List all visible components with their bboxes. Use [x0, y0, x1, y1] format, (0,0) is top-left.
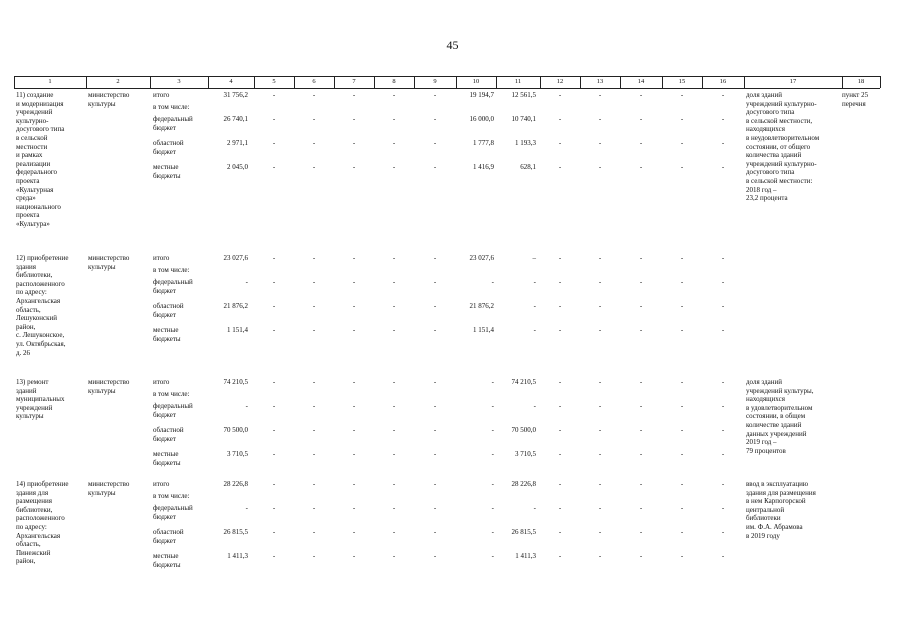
empty-dash: -: [392, 528, 396, 536]
funding-source-label: областной бюджет: [153, 139, 184, 156]
empty-dash: -: [352, 139, 356, 147]
empty-dash: -: [352, 528, 356, 536]
header-cell-8: 8: [392, 78, 396, 85]
empty-dash: -: [392, 278, 396, 286]
empty-dash: -: [312, 426, 316, 434]
empty-dash: -: [272, 278, 276, 286]
empty-dash: -: [639, 278, 643, 286]
funding-source-label: федеральный бюджет: [153, 115, 193, 132]
empty-dash: -: [639, 91, 643, 99]
total-value: 70 500,0: [223, 426, 248, 434]
year-value-col10: 19 194,7: [469, 91, 494, 99]
empty-dash: -: [392, 450, 396, 458]
target-indicator: доля зданий учреждений культурно- досугового типа в сельской местности, находящихся в неудовлетворительном состоянии, от общего количества зданий учреждений культурно- досугового типа в сельской местности: 2018 год – 23,2 процента: [746, 91, 820, 203]
empty-dash: -: [352, 163, 356, 171]
year-value-col10: -: [491, 278, 494, 286]
empty-dash: -: [721, 139, 725, 147]
empty-dash: -: [312, 115, 316, 123]
funding-source-label: федеральный бюджет: [153, 402, 193, 419]
empty-dash: -: [352, 426, 356, 434]
empty-dash: -: [392, 139, 396, 147]
empty-dash: -: [639, 528, 643, 536]
year-value-col10: -: [491, 402, 494, 410]
funding-source-label: областной бюджет: [153, 426, 184, 443]
year-value-col10: -: [491, 378, 494, 386]
empty-dash: -: [598, 163, 602, 171]
empty-dash: -: [639, 302, 643, 310]
empty-dash: -: [352, 302, 356, 310]
empty-dash: -: [558, 480, 562, 488]
year-value-col11: 70 500,0: [511, 426, 536, 434]
empty-dash: -: [272, 91, 276, 99]
empty-dash: -: [680, 528, 684, 536]
empty-dash: -: [433, 426, 437, 434]
empty-dash: -: [352, 326, 356, 334]
empty-dash: -: [272, 139, 276, 147]
year-value-col11: 628,1: [520, 163, 536, 171]
empty-dash: -: [680, 254, 684, 262]
empty-dash: -: [433, 450, 437, 458]
empty-dash: -: [639, 254, 643, 262]
year-value-col11: 74 210,5: [511, 378, 536, 386]
year-value-col11: -: [533, 504, 536, 512]
year-value-col10: -: [491, 504, 494, 512]
empty-dash: -: [721, 402, 725, 410]
empty-dash: -: [312, 480, 316, 488]
funding-source-label: федеральный бюджет: [153, 504, 193, 521]
year-value-col10: 16 000,0: [469, 115, 494, 123]
empty-dash: -: [272, 426, 276, 434]
empty-dash: -: [721, 326, 725, 334]
empty-dash: -: [558, 450, 562, 458]
empty-dash: -: [598, 426, 602, 434]
empty-dash: -: [312, 278, 316, 286]
empty-dash: -: [558, 552, 562, 560]
total-value: 26 740,1: [223, 115, 248, 123]
empty-dash: -: [433, 302, 437, 310]
empty-dash: -: [312, 139, 316, 147]
empty-dash: -: [312, 378, 316, 386]
total-value: 26 815,5: [223, 528, 248, 536]
header-cell-13: 13: [596, 78, 604, 85]
empty-dash: -: [312, 254, 316, 262]
empty-dash: -: [352, 402, 356, 410]
empty-dash: -: [639, 163, 643, 171]
funding-source-label: местные бюджеты: [153, 326, 181, 343]
total-value: -: [245, 278, 248, 286]
funding-source-label: итого: [153, 378, 170, 386]
funding-source-label: областной бюджет: [153, 528, 184, 545]
empty-dash: -: [272, 378, 276, 386]
header-cell-18: 18: [857, 78, 865, 85]
empty-dash: -: [680, 115, 684, 123]
empty-dash: -: [272, 480, 276, 488]
year-value-col11: –: [532, 254, 536, 262]
header-cell-12: 12: [556, 78, 564, 85]
total-value: 21 876,2: [223, 302, 248, 310]
funding-source-label: в том числе:: [153, 266, 190, 274]
empty-dash: -: [598, 480, 602, 488]
year-value-col10: -: [491, 480, 494, 488]
year-value-col10: -: [491, 528, 494, 536]
empty-dash: -: [352, 91, 356, 99]
empty-dash: -: [312, 552, 316, 560]
empty-dash: -: [433, 139, 437, 147]
year-value-col11: -: [533, 326, 536, 334]
total-value: 1 151,4: [227, 326, 248, 334]
page-number: 45: [446, 38, 459, 52]
total-value: 1 411,3: [227, 552, 248, 560]
empty-dash: -: [558, 254, 562, 262]
empty-dash: -: [272, 450, 276, 458]
year-value-col10: 23 027,6: [469, 254, 494, 262]
empty-dash: -: [433, 480, 437, 488]
section-name: 11) создание и модернизация учреждений культурно- досугового типа в сельской местности и рамках реализации федерального проекта «Культурная среда» национального проекта «Культура»: [16, 91, 65, 228]
empty-dash: -: [721, 302, 725, 310]
empty-dash: -: [312, 163, 316, 171]
empty-dash: -: [639, 139, 643, 147]
year-value-col10: -: [491, 426, 494, 434]
empty-dash: -: [433, 378, 437, 386]
year-value-col10: 21 876,2: [469, 302, 494, 310]
empty-dash: -: [598, 91, 602, 99]
empty-dash: -: [392, 302, 396, 310]
empty-dash: -: [392, 254, 396, 262]
empty-dash: -: [433, 278, 437, 286]
empty-dash: -: [721, 254, 725, 262]
funding-source-label: итого: [153, 91, 170, 99]
empty-dash: -: [721, 91, 725, 99]
funding-source-label: в том числе:: [153, 390, 190, 398]
funding-source-label: в том числе:: [153, 103, 190, 111]
empty-dash: -: [272, 115, 276, 123]
empty-dash: -: [352, 504, 356, 512]
empty-dash: -: [639, 480, 643, 488]
empty-dash: -: [639, 450, 643, 458]
empty-dash: -: [721, 115, 725, 123]
empty-dash: -: [312, 402, 316, 410]
empty-dash: -: [598, 254, 602, 262]
empty-dash: -: [312, 91, 316, 99]
empty-dash: -: [433, 91, 437, 99]
header-cell-4: 4: [229, 78, 233, 85]
year-value-col10: -: [491, 552, 494, 560]
empty-dash: -: [312, 528, 316, 536]
empty-dash: -: [680, 504, 684, 512]
empty-dash: -: [433, 504, 437, 512]
header-cell-3: 3: [177, 78, 181, 85]
empty-dash: -: [352, 378, 356, 386]
total-value: 2 045,0: [227, 163, 248, 171]
empty-dash: -: [639, 426, 643, 434]
empty-dash: -: [721, 528, 725, 536]
empty-dash: -: [558, 426, 562, 434]
empty-dash: -: [680, 278, 684, 286]
empty-dash: -: [272, 326, 276, 334]
empty-dash: -: [392, 402, 396, 410]
reference: пункт 25 перечня: [842, 91, 869, 108]
total-value: 3 710,5: [227, 450, 248, 458]
empty-dash: -: [558, 402, 562, 410]
empty-dash: -: [680, 402, 684, 410]
year-value-col11: 26 815,5: [511, 528, 536, 536]
empty-dash: -: [312, 302, 316, 310]
empty-dash: -: [680, 326, 684, 334]
empty-dash: -: [721, 552, 725, 560]
empty-dash: -: [558, 115, 562, 123]
empty-dash: -: [721, 504, 725, 512]
empty-dash: -: [392, 480, 396, 488]
header-cell-1: 1: [48, 78, 52, 85]
section-name: 13) ремонт зданий муниципальных учреждений культуры: [16, 378, 65, 421]
empty-dash: -: [721, 278, 725, 286]
year-value-col10: -: [491, 450, 494, 458]
year-value-col11: 12 561,5: [511, 91, 536, 99]
total-value: 74 210,5: [223, 378, 248, 386]
empty-dash: -: [352, 450, 356, 458]
year-value-col11: 3 710,5: [515, 450, 536, 458]
empty-dash: -: [433, 528, 437, 536]
empty-dash: -: [680, 552, 684, 560]
empty-dash: -: [721, 480, 725, 488]
year-value-col11: -: [533, 302, 536, 310]
empty-dash: -: [392, 426, 396, 434]
empty-dash: -: [639, 552, 643, 560]
header-cell-7: 7: [352, 78, 356, 85]
responsible-ministry: министерство культуры: [88, 91, 130, 108]
empty-dash: -: [558, 378, 562, 386]
funding-source-label: областной бюджет: [153, 302, 184, 319]
empty-dash: -: [558, 504, 562, 512]
empty-dash: -: [352, 278, 356, 286]
empty-dash: -: [392, 504, 396, 512]
empty-dash: -: [433, 326, 437, 334]
funding-source-label: в том числе:: [153, 492, 190, 500]
empty-dash: -: [352, 115, 356, 123]
header-cell-11: 11: [514, 78, 522, 85]
empty-dash: -: [680, 480, 684, 488]
empty-dash: -: [392, 91, 396, 99]
empty-dash: -: [598, 302, 602, 310]
empty-dash: -: [721, 426, 725, 434]
total-value: 2 971,1: [227, 139, 248, 147]
responsible-ministry: министерство культуры: [88, 480, 130, 497]
empty-dash: -: [680, 378, 684, 386]
empty-dash: -: [312, 326, 316, 334]
empty-dash: -: [352, 254, 356, 262]
funding-source-label: местные бюджеты: [153, 552, 181, 569]
header-cell-2: 2: [116, 78, 120, 85]
empty-dash: -: [352, 552, 356, 560]
empty-dash: -: [598, 139, 602, 147]
empty-dash: -: [598, 504, 602, 512]
year-value-col10: 1 416,9: [473, 163, 494, 171]
empty-dash: -: [639, 402, 643, 410]
total-value: 28 226,8: [223, 480, 248, 488]
empty-dash: -: [598, 278, 602, 286]
empty-dash: -: [639, 378, 643, 386]
empty-dash: -: [392, 552, 396, 560]
empty-dash: -: [680, 426, 684, 434]
total-value: 23 027,6: [223, 254, 248, 262]
empty-dash: -: [352, 480, 356, 488]
year-value-col11: -: [533, 402, 536, 410]
empty-dash: -: [312, 504, 316, 512]
header-cell-17: 17: [789, 78, 797, 85]
empty-dash: -: [558, 302, 562, 310]
empty-dash: -: [433, 402, 437, 410]
empty-dash: -: [721, 378, 725, 386]
empty-dash: -: [558, 528, 562, 536]
empty-dash: -: [558, 91, 562, 99]
section-name: 12) приобретение здания библиотеки, расположенного по адресу: Архангельская область, Лешуконский район, с. Лешуконское, ул. Октябрьская, д. 26: [16, 254, 69, 357]
year-value-col10: 1 151,4: [473, 326, 494, 334]
header-bottom-border: [14, 88, 880, 89]
empty-dash: -: [598, 115, 602, 123]
empty-dash: -: [639, 326, 643, 334]
empty-dash: -: [433, 115, 437, 123]
empty-dash: -: [598, 528, 602, 536]
empty-dash: -: [392, 326, 396, 334]
header-cell-14: 14: [637, 78, 645, 85]
empty-dash: -: [272, 552, 276, 560]
total-value: -: [245, 504, 248, 512]
header-cell-6: 6: [312, 78, 316, 85]
empty-dash: -: [721, 163, 725, 171]
header-cell-10: 10: [472, 78, 480, 85]
responsible-ministry: министерство культуры: [88, 254, 130, 271]
empty-dash: -: [598, 378, 602, 386]
funding-source-label: итого: [153, 254, 170, 262]
empty-dash: -: [433, 552, 437, 560]
empty-dash: -: [272, 504, 276, 512]
empty-dash: -: [392, 163, 396, 171]
empty-dash: -: [392, 115, 396, 123]
funding-source-label: местные бюджеты: [153, 450, 181, 467]
empty-dash: -: [272, 402, 276, 410]
empty-dash: -: [272, 302, 276, 310]
empty-dash: -: [598, 552, 602, 560]
empty-dash: -: [433, 254, 437, 262]
empty-dash: -: [598, 450, 602, 458]
empty-dash: -: [558, 326, 562, 334]
empty-dash: -: [639, 115, 643, 123]
empty-dash: -: [598, 402, 602, 410]
header-cell-9: 9: [433, 78, 437, 85]
funding-source-label: местные бюджеты: [153, 163, 181, 180]
empty-dash: -: [639, 504, 643, 512]
empty-dash: -: [272, 163, 276, 171]
year-value-col11: -: [533, 278, 536, 286]
empty-dash: -: [680, 302, 684, 310]
empty-dash: -: [558, 139, 562, 147]
empty-dash: -: [680, 139, 684, 147]
total-value: 31 756,2: [223, 91, 248, 99]
target-indicator: доля зданий учреждений культуры, находящихся в удовлетворительном состоянии, в общем количестве зданий данных учреждений 2019 год – 79 процентов: [746, 378, 814, 455]
header-cell-16: 16: [719, 78, 727, 85]
funding-source-label: итого: [153, 480, 170, 488]
year-value-col10: 1 777,8: [473, 139, 494, 147]
header-cell-15: 15: [678, 78, 686, 85]
empty-dash: -: [680, 163, 684, 171]
section-name: 14) приобретение здания для размещения библиотеки, расположенного по адресу: Архангельская область, Пинежский район,: [16, 480, 69, 566]
empty-dash: -: [598, 326, 602, 334]
empty-dash: -: [680, 91, 684, 99]
responsible-ministry: министерство культуры: [88, 378, 130, 395]
header-column-divider: [880, 76, 881, 88]
empty-dash: -: [272, 254, 276, 262]
empty-dash: -: [312, 450, 316, 458]
funding-source-label: федеральный бюджет: [153, 278, 193, 295]
empty-dash: -: [392, 378, 396, 386]
empty-dash: -: [272, 528, 276, 536]
empty-dash: -: [721, 450, 725, 458]
empty-dash: -: [433, 163, 437, 171]
header-cell-5: 5: [272, 78, 276, 85]
target-indicator: ввод в эксплуатацию здания для размещения в нем Карпогорской центральной библиотеки им. Ф.А. Абрамова в 2019 году: [746, 480, 816, 540]
empty-dash: -: [558, 278, 562, 286]
year-value-col11: 1 193,3: [515, 139, 536, 147]
empty-dash: -: [680, 450, 684, 458]
year-value-col11: 1 411,3: [515, 552, 536, 560]
year-value-col11: 28 226,8: [511, 480, 536, 488]
total-value: -: [245, 402, 248, 410]
year-value-col11: 10 740,1: [511, 115, 536, 123]
empty-dash: -: [558, 163, 562, 171]
